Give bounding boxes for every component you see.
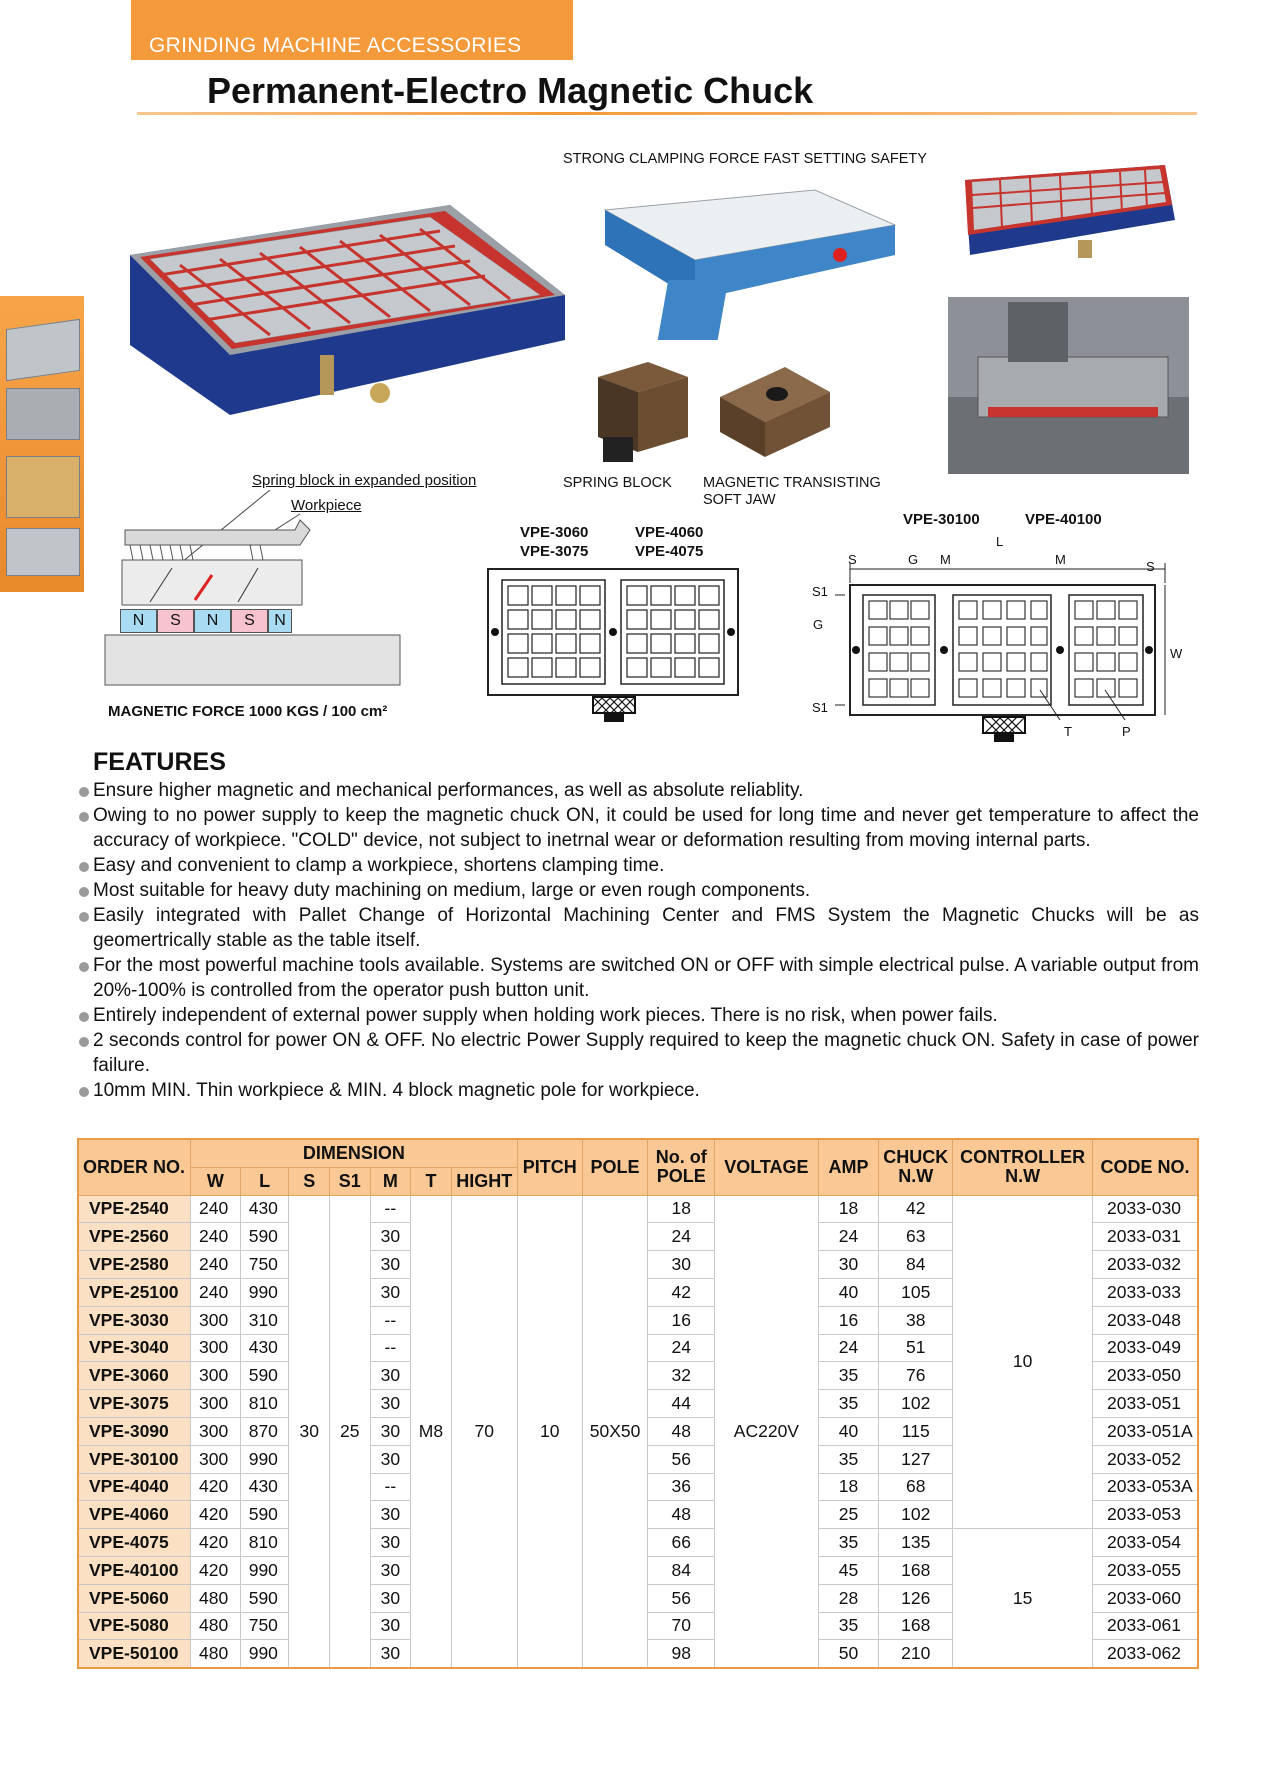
cell-m: 30 [370,1501,411,1529]
cell-no-pole: 98 [648,1640,715,1668]
cell-amp: 28 [818,1584,879,1612]
cell-w: 420 [191,1556,241,1584]
dim-label-m-right: M [1055,552,1066,567]
thumb-chuck-1 [6,319,80,381]
cell-m: 30 [370,1251,411,1279]
category-tab [131,0,573,60]
cell-l: 590 [240,1362,289,1390]
cell-no-pole: 16 [648,1306,715,1334]
th-m: M [370,1167,411,1195]
cell-order: VPE-3075 [78,1390,191,1418]
cell-code: 2033-052 [1093,1445,1199,1473]
cell-no-pole: 56 [648,1445,715,1473]
cell-m: 30 [370,1556,411,1584]
cell-m: -- [370,1195,411,1223]
cell-no-pole: 42 [648,1278,715,1306]
cell-chuck-nw: 210 [879,1640,953,1668]
th-pole: POLE [582,1139,648,1195]
cell-no-pole: 30 [648,1251,715,1279]
th-amp: AMP [818,1139,879,1195]
cell-no-pole: 70 [648,1612,715,1640]
cell-m: 30 [370,1390,411,1418]
features-list [77,778,1199,1103]
small-chuck-photo [960,160,1185,265]
th-t: T [411,1167,452,1195]
cell-m: 30 [370,1445,411,1473]
diagram-three-section-chuck [835,555,1183,745]
cell-w: 240 [191,1223,241,1251]
title-rule [137,112,1197,115]
dim-label-m-left: M [940,552,951,567]
th-s: S [289,1167,330,1195]
dim-label-l: L [996,534,1004,549]
feature-item: Ensure higher magnetic and mechanical performances, as well as absolute reliablity. [77,778,1199,803]
cell-voltage: AC220V [715,1195,819,1668]
diagram1-model-b: VPE-4060 [635,524,704,541]
cell-m: 30 [370,1362,411,1390]
cell-code: 2033-055 [1093,1556,1199,1584]
cell-controller-nw: 10 [953,1195,1093,1529]
thumb-lifter [6,456,80,518]
cell-l: 750 [240,1612,289,1640]
cell-m: -- [370,1306,411,1334]
cell-l: 870 [240,1417,289,1445]
cell-s1: 25 [329,1195,370,1668]
cell-m: 30 [370,1223,411,1251]
cell-w: 300 [191,1334,241,1362]
spec-table [77,1138,1199,1669]
label-spring-expanded: Spring block in expanded position [252,472,477,489]
cell-no-pole: 24 [648,1334,715,1362]
cell-chuck-nw: 102 [879,1390,953,1418]
cell-l: 310 [240,1306,289,1334]
cell-w: 420 [191,1501,241,1529]
diagram-two-section-chuck [486,566,742,724]
cell-w: 300 [191,1390,241,1418]
cell-l: 590 [240,1501,289,1529]
cell-chuck-nw: 127 [879,1445,953,1473]
cell-l: 430 [240,1473,289,1501]
th-pitch: PITCH [517,1139,582,1195]
cell-code: 2033-049 [1093,1334,1199,1362]
cell-code: 2033-051 [1093,1390,1199,1418]
label-workpiece: Workpiece [291,497,362,514]
th-chuck-nw: CHUCK N.W [879,1139,953,1195]
cell-amp: 16 [818,1306,879,1334]
cell-l: 810 [240,1529,289,1557]
cell-no-pole: 48 [648,1501,715,1529]
cell-w: 480 [191,1584,241,1612]
cell-no-pole: 84 [648,1556,715,1584]
cell-chuck-nw: 76 [879,1362,953,1390]
cell-chuck-nw: 105 [879,1278,953,1306]
chuck-with-controller-photo [600,185,900,350]
th-s1: S1 [329,1167,370,1195]
th-l: L [240,1167,289,1195]
cell-code: 2033-050 [1093,1362,1199,1390]
cell-order: VPE-2560 [78,1223,191,1251]
cell-no-pole: 18 [648,1195,715,1223]
caption-soft-jaw-2: SOFT JAW [703,492,776,508]
cell-hight: 70 [451,1195,517,1668]
cell-chuck-nw: 126 [879,1584,953,1612]
cell-amp: 24 [818,1223,879,1251]
soft-jaw-photo [715,362,835,462]
cell-order: VPE-5080 [78,1612,191,1640]
feature-item: 10mm MIN. Thin workpiece & MIN. 4 block magnetic pole for workpiece. [77,1078,1199,1103]
cell-amp: 35 [818,1529,879,1557]
diagram1-model-d: VPE-4075 [635,543,704,560]
cell-l: 990 [240,1445,289,1473]
diagram2-model-b: VPE-40100 [1025,511,1102,528]
cell-t: M8 [411,1195,452,1668]
cell-chuck-nw: 51 [879,1334,953,1362]
cell-chuck-nw: 42 [879,1195,953,1223]
cell-code: 2033-060 [1093,1584,1199,1612]
cell-l: 810 [240,1390,289,1418]
diagram2-model-a: VPE-30100 [903,511,980,528]
th-voltage: VOLTAGE [715,1139,819,1195]
cell-l: 750 [240,1251,289,1279]
cell-order: VPE-3040 [78,1334,191,1362]
cell-no-pole: 56 [648,1584,715,1612]
cell-order: VPE-30100 [78,1445,191,1473]
feature-item: Easy and convenient to clamp a workpiece, shortens clamping time. [77,853,1199,878]
cell-order: VPE-4040 [78,1473,191,1501]
cell-m: -- [370,1334,411,1362]
table-row [78,1195,1198,1223]
cell-w: 240 [191,1251,241,1279]
dim-label-g-top: G [908,552,919,567]
cell-pole: 50X50 [582,1195,648,1668]
pole-row [120,609,292,633]
th-hight: HIGHT [451,1167,517,1195]
pole-n: N [268,609,292,633]
cell-no-pole: 66 [648,1529,715,1557]
cell-amp: 35 [818,1612,879,1640]
cell-no-pole: 44 [648,1390,715,1418]
cell-amp: 40 [818,1278,879,1306]
spec-table-body [78,1195,1198,1668]
dim-label-g-side: G [813,617,824,632]
cell-chuck-nw: 168 [879,1612,953,1640]
cell-m: 30 [370,1640,411,1668]
cell-amp: 35 [818,1445,879,1473]
cell-code: 2033-062 [1093,1640,1199,1668]
pole-s: S [231,609,268,633]
cell-order: VPE-2540 [78,1195,191,1223]
feature-item: For the most powerful machine tools available. Systems are switched ON or OFF with simple electrical pulse. A variable output from 20%-100% is controlled from the operator push button unit. [77,953,1199,1003]
cell-m: -- [370,1473,411,1501]
cell-chuck-nw: 168 [879,1556,953,1584]
cell-amp: 35 [818,1362,879,1390]
th-controller-nw: CONTROLLER N.W [953,1139,1093,1195]
cell-chuck-nw: 84 [879,1251,953,1279]
feature-item: Owing to no power supply to keep the magnetic chuck ON, it could be used for long time and never get temperature to affect the accuracy of workpiece. "COLD" device, not subject to inetrnal wear or deformation resulting from moving internal parts. [77,803,1199,853]
th-w: W [191,1167,241,1195]
cell-no-pole: 36 [648,1473,715,1501]
cell-order: VPE-3030 [78,1306,191,1334]
cell-w: 480 [191,1612,241,1640]
cell-amp: 35 [818,1390,879,1418]
thumb-chuck-2 [6,388,80,440]
cell-chuck-nw: 38 [879,1306,953,1334]
diagram1-model-a: VPE-3060 [520,524,589,541]
cell-l: 430 [240,1195,289,1223]
cell-chuck-nw: 68 [879,1473,953,1501]
cell-l: 590 [240,1223,289,1251]
cell-code: 2033-031 [1093,1223,1199,1251]
th-order: ORDER NO. [78,1139,191,1195]
cell-code: 2033-061 [1093,1612,1199,1640]
spring-block-section-diagram [100,490,410,690]
cell-w: 300 [191,1306,241,1334]
pole-s: S [157,609,194,633]
cell-code: 2033-053 [1093,1501,1199,1529]
cell-chuck-nw: 102 [879,1501,953,1529]
feature-item: Most suitable for heavy duty machining on medium, large or even rough components. [77,878,1199,903]
cell-l: 430 [240,1334,289,1362]
cell-m: 30 [370,1584,411,1612]
dim-label-w: W [1170,646,1183,661]
feature-item: Easily integrated with Pallet Change of Horizontal Machining Center and FMS System the Magnetic Chucks will be as geomertrically stable as the table itself. [77,903,1199,953]
dim-label-s1-bottom: S1 [812,700,828,715]
cell-amp: 50 [818,1640,879,1668]
cell-amp: 24 [818,1334,879,1362]
dim-label-s-right: S [1146,559,1155,574]
large-chuck-photo [110,195,580,435]
th-code: CODE NO. [1093,1139,1199,1195]
side-thumbnail-strip [0,296,84,592]
dim-label-s-left: S [848,552,857,567]
magnetic-force-label: MAGNETIC FORCE 1000 KGS / 100 cm² [108,703,388,720]
cell-w: 240 [191,1278,241,1306]
cell-l: 990 [240,1640,289,1668]
cell-no-pole: 48 [648,1417,715,1445]
caption-soft-jaw-1: MAGNETIC TRANSISTING [703,475,881,491]
feature-item: Entirely independent of external power supply when holding work pieces. There is no risk, when power fails. [77,1003,1199,1028]
cell-w: 480 [191,1640,241,1668]
cell-w: 300 [191,1445,241,1473]
pole-n: N [194,609,231,633]
cell-m: 30 [370,1278,411,1306]
cell-code: 2033-030 [1093,1195,1199,1223]
cell-l: 990 [240,1278,289,1306]
cell-amp: 25 [818,1501,879,1529]
cell-order: VPE-5060 [78,1584,191,1612]
cell-order: VPE-40100 [78,1556,191,1584]
cell-w: 300 [191,1417,241,1445]
caption-spring-block: SPRING BLOCK [563,475,672,491]
cell-amp: 18 [818,1195,879,1223]
thumb-chuck-3 [6,528,80,576]
cell-order: VPE-2580 [78,1251,191,1279]
cell-l: 590 [240,1584,289,1612]
cell-code: 2033-048 [1093,1306,1199,1334]
cell-order: VPE-4075 [78,1529,191,1557]
cell-no-pole: 24 [648,1223,715,1251]
cell-code: 2033-051A [1093,1417,1199,1445]
cell-code: 2033-053A [1093,1473,1199,1501]
cell-order: VPE-3090 [78,1417,191,1445]
cell-pitch: 10 [517,1195,582,1668]
dim-label-p: P [1122,724,1131,739]
cell-chuck-nw: 135 [879,1529,953,1557]
diagram1-model-c: VPE-3075 [520,543,589,560]
machining-photo [948,297,1189,474]
features-heading: FEATURES [93,748,226,776]
cell-code: 2033-054 [1093,1529,1199,1557]
caption-strong: STRONG CLAMPING FORCE FAST SETTING SAFETY [563,151,927,167]
cell-amp: 30 [818,1251,879,1279]
cell-code: 2033-033 [1093,1278,1199,1306]
cell-controller-nw: 15 [953,1529,1093,1668]
spring-block-photo [588,357,693,467]
th-dimension: DIMENSION [191,1139,518,1167]
cell-code: 2033-032 [1093,1251,1199,1279]
cell-w: 300 [191,1362,241,1390]
cell-order: VPE-4060 [78,1501,191,1529]
feature-item: 2 seconds control for power ON & OFF. No electric Power Supply required to keep the magnetic chuck ON. Safety in case of power failure. [77,1028,1199,1078]
category-label: GRINDING MACHINE ACCESSORIES [149,34,522,57]
cell-w: 240 [191,1195,241,1223]
dim-label-s1-top: S1 [812,584,828,599]
cell-order: VPE-3060 [78,1362,191,1390]
cell-w: 420 [191,1529,241,1557]
page-title: Permanent-Electro Magnetic Chuck [207,70,814,111]
cell-no-pole: 32 [648,1362,715,1390]
cell-l: 990 [240,1556,289,1584]
cell-m: 30 [370,1612,411,1640]
th-no-pole: No. of POLE [648,1139,715,1195]
cell-order: VPE-50100 [78,1640,191,1668]
dim-label-t: T [1064,724,1072,739]
cell-chuck-nw: 115 [879,1417,953,1445]
cell-amp: 40 [818,1417,879,1445]
cell-chuck-nw: 63 [879,1223,953,1251]
cell-order: VPE-25100 [78,1278,191,1306]
cell-amp: 45 [818,1556,879,1584]
cell-amp: 18 [818,1473,879,1501]
cell-s: 30 [289,1195,330,1668]
cell-m: 30 [370,1417,411,1445]
cell-m: 30 [370,1529,411,1557]
pole-n: N [120,609,157,633]
cell-w: 420 [191,1473,241,1501]
